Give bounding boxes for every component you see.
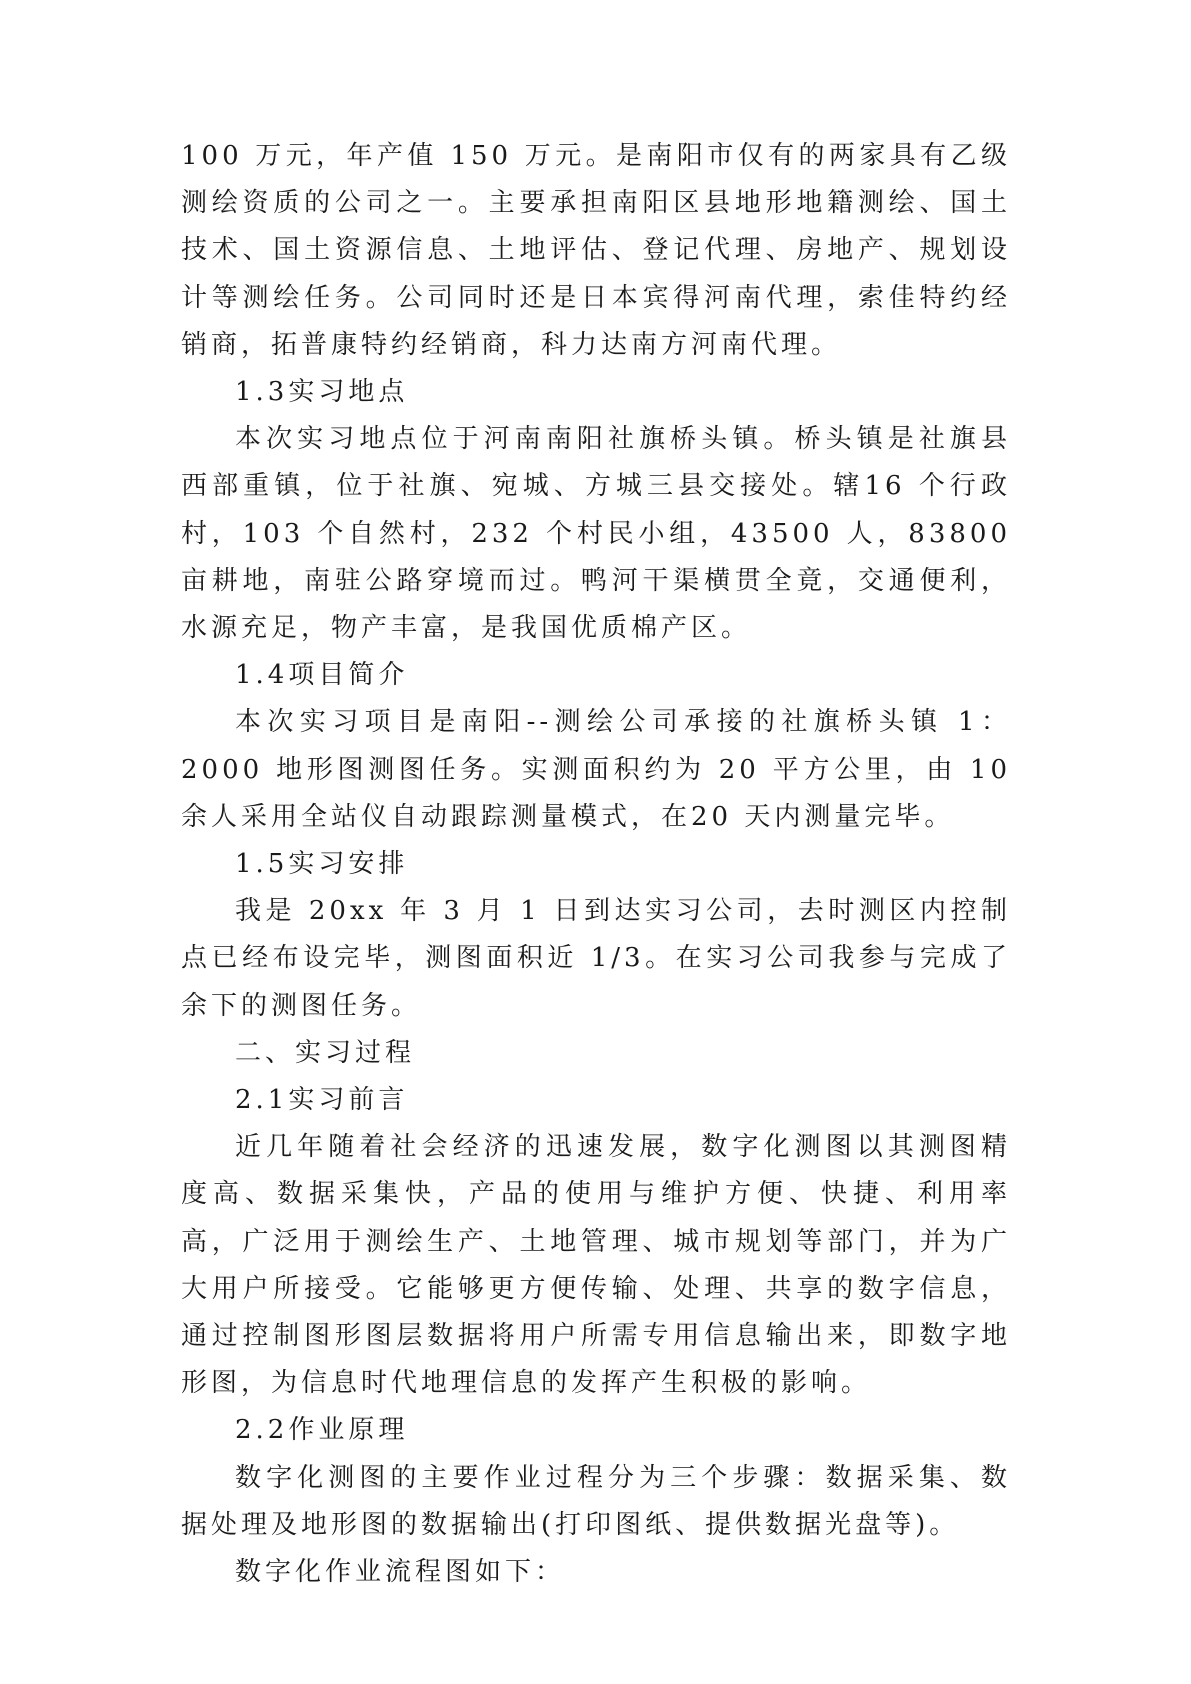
paragraph-principle: 数字化测图的主要作业过程分为三个步骤：数据采集、数据处理及地形图的数据输出(打印图纸、提供数据光盘等)。	[181, 1462, 1011, 1540]
section-heading-principle: 2.2作业原理	[235, 1415, 409, 1446]
section-heading-location: 1.3实习地点	[235, 377, 409, 408]
paragraph-schedule: 我是 20xx 年 3 月 1 日到达实习公司，去时测区内控制点已经布设完毕，测图面积近 1/3。在实习公司我参与完成了余下的测图任务。	[181, 896, 1011, 1021]
paragraph-location: 本次实习地点位于河南南阳社旗桥头镇。桥头镇是社旗县西部重镇，位于社旗、宛城、方城三县交接处。辖16 个行政村，103 个自然村，232 个村民小组，43500 人，83800 亩耕地，南驻公路穿境而过。鸭河干渠横贯全竟，交通便利，水源充足，物产丰富，是我国优质棉产区。	[181, 424, 1011, 644]
chapter-heading-process: 二、实习过程	[235, 1037, 416, 1068]
document-body	[181, 133, 1011, 1596]
section-heading-project: 1.4项目简介	[235, 660, 409, 691]
paragraph-company-intro: 100 万元，年产值 150 万元。是南阳市仅有的两家具有乙级测绘资质的公司之一。主要承担南阳区县地形地籍测绘、国土技术、国土资源信息、土地评估、登记代理、房地产、规划设计等测绘任务。公司同时还是日本宾得河南代理，索佳特约经销商，拓普康特约经销商，科力达南方河南代理。	[181, 141, 1011, 360]
paragraph-flowchart-intro: 数字化作业流程图如下：	[235, 1557, 566, 1588]
paragraph-project: 本次实习项目是南阳--测绘公司承接的社旗桥头镇 1：2000 地形图测图任务。实测面积约为 20 平方公里，由 10 余人采用全站仪自动跟踪测量模式，在20 天内测量完毕。	[181, 707, 1011, 832]
section-heading-schedule: 1.5实习安排	[235, 849, 409, 880]
paragraph-preface: 近几年随着社会经济的迅速发展，数字化测图以其测图精度高、数据采集快，产品的使用与维护方便、快捷、利用率高，广泛用于测绘生产、土地管理、城市规划等部门，并为广大用户所接受。它能够更方便传输、处理、共享的数字信息，通过控制图形图层数据将用户所需专用信息输出来，即数字地形图，为信息时代地理信息的发挥产生积极的影响。	[181, 1132, 1011, 1399]
section-heading-preface: 2.1实习前言	[235, 1085, 409, 1116]
